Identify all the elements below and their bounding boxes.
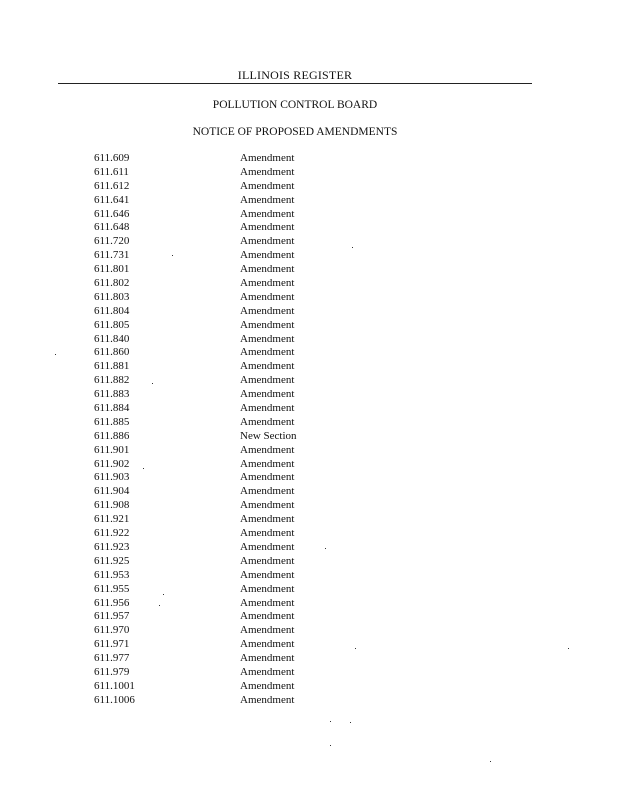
section-row xyxy=(94,638,354,652)
section-number: 611.646 xyxy=(94,207,130,220)
section-number: 611.922 xyxy=(94,527,130,540)
section-action: Amendment xyxy=(240,485,295,498)
section-number: 611.804 xyxy=(94,304,130,317)
section-number: 611.801 xyxy=(94,263,130,276)
section-number: 611.979 xyxy=(94,665,130,678)
section-action: Amendment xyxy=(240,457,295,470)
section-number: 611.884 xyxy=(94,402,130,415)
section-action: Amendment xyxy=(240,290,295,303)
scan-speck xyxy=(355,648,356,649)
section-action: Amendment xyxy=(240,540,295,553)
section-number: 611.902 xyxy=(94,457,130,470)
section-row xyxy=(94,569,354,583)
section-number: 611.971 xyxy=(94,638,130,651)
section-action: Amendment xyxy=(240,165,295,178)
section-number: 611.803 xyxy=(94,290,130,303)
section-action: Amendment xyxy=(240,304,295,317)
section-row xyxy=(94,527,354,541)
section-number: 611.840 xyxy=(94,332,130,345)
section-action: Amendment xyxy=(240,193,295,206)
section-number: 611.612 xyxy=(94,179,130,192)
notice-title: NOTICE OF PROPOSED AMENDMENTS xyxy=(192,126,398,138)
section-row xyxy=(94,458,354,472)
section-action: Amendment xyxy=(240,471,295,484)
section-action: Amendment xyxy=(240,499,295,512)
section-row xyxy=(94,208,354,222)
scan-speck xyxy=(325,548,326,549)
section-row xyxy=(94,235,354,249)
section-row xyxy=(94,152,354,166)
section-action: Amendment xyxy=(240,360,295,373)
section-number: 611.882 xyxy=(94,374,130,387)
section-number: 611.1006 xyxy=(94,693,135,706)
section-row xyxy=(94,430,354,444)
section-row xyxy=(94,291,354,305)
section-action: New Section xyxy=(240,429,297,442)
section-row xyxy=(94,624,354,638)
section-row xyxy=(94,583,354,597)
section-action: Amendment xyxy=(240,235,295,248)
section-action: Amendment xyxy=(240,332,295,345)
scan-speck xyxy=(350,722,351,723)
section-action: Amendment xyxy=(240,568,295,581)
section-row xyxy=(94,402,354,416)
scan-speck xyxy=(568,648,569,649)
section-number: 611.956 xyxy=(94,596,130,609)
section-row xyxy=(94,485,354,499)
section-number: 611.1001 xyxy=(94,679,135,692)
section-number: 611.957 xyxy=(94,610,130,623)
section-action: Amendment xyxy=(240,582,295,595)
section-action: Amendment xyxy=(240,554,295,567)
section-number: 611.923 xyxy=(94,540,130,553)
section-action: Amendment xyxy=(240,693,295,706)
section-number: 611.904 xyxy=(94,485,130,498)
section-row xyxy=(94,388,354,402)
section-number: 611.977 xyxy=(94,652,130,665)
section-number: 611.903 xyxy=(94,471,130,484)
section-number: 611.611 xyxy=(94,165,129,178)
section-row xyxy=(94,346,354,360)
section-action: Amendment xyxy=(240,207,295,220)
section-row xyxy=(94,277,354,291)
section-action: Amendment xyxy=(240,665,295,678)
section-action: Amendment xyxy=(240,638,295,651)
section-row xyxy=(94,374,354,388)
section-action: Amendment xyxy=(240,443,295,456)
section-action: Amendment xyxy=(240,277,295,290)
section-row xyxy=(94,305,354,319)
section-number: 611.802 xyxy=(94,277,130,290)
section-action: Amendment xyxy=(240,513,295,526)
section-row xyxy=(94,694,354,708)
register-title: ILLINOIS REGISTER xyxy=(237,68,353,82)
section-action: Amendment xyxy=(240,388,295,401)
section-row xyxy=(94,360,354,374)
scan-speck xyxy=(163,594,164,595)
section-row xyxy=(94,471,354,485)
section-row xyxy=(94,319,354,333)
scan-speck xyxy=(159,605,160,606)
section-action: Amendment xyxy=(240,152,295,164)
section-row xyxy=(94,444,354,458)
section-number: 611.881 xyxy=(94,360,130,373)
section-number: 611.908 xyxy=(94,499,130,512)
scan-speck xyxy=(172,255,173,256)
section-row xyxy=(94,249,354,263)
section-number: 611.805 xyxy=(94,318,130,331)
header-rule xyxy=(58,83,532,84)
section-action: Amendment xyxy=(240,652,295,665)
section-row xyxy=(94,513,354,527)
section-row xyxy=(94,499,354,513)
section-row xyxy=(94,597,354,611)
section-row xyxy=(94,180,354,194)
section-row xyxy=(94,166,354,180)
section-action: Amendment xyxy=(240,221,295,234)
section-action: Amendment xyxy=(240,624,295,637)
section-row xyxy=(94,652,354,666)
section-row xyxy=(94,416,354,430)
section-row xyxy=(94,263,354,277)
scan-speck xyxy=(352,247,353,248)
section-number: 611.720 xyxy=(94,235,130,248)
scan-speck xyxy=(330,745,331,746)
section-number: 611.886 xyxy=(94,429,130,442)
section-action: Amendment xyxy=(240,374,295,387)
section-row xyxy=(94,680,354,694)
section-number: 611.641 xyxy=(94,193,130,206)
scan-speck xyxy=(152,383,153,384)
section-number: 611.731 xyxy=(94,249,130,262)
section-action: Amendment xyxy=(240,263,295,276)
section-number: 611.885 xyxy=(94,415,130,428)
section-row xyxy=(94,333,354,347)
section-action: Amendment xyxy=(240,249,295,262)
section-action: Amendment xyxy=(240,179,295,192)
scan-speck xyxy=(143,468,144,469)
section-action: Amendment xyxy=(240,415,295,428)
section-number: 611.860 xyxy=(94,346,130,359)
scan-speck xyxy=(490,761,491,762)
section-list xyxy=(94,152,354,708)
section-action: Amendment xyxy=(240,346,295,359)
agency-name: POLLUTION CONTROL BOARD xyxy=(212,99,378,111)
section-number: 611.955 xyxy=(94,582,130,595)
section-row xyxy=(94,555,354,569)
scan-speck xyxy=(55,354,56,355)
section-action: Amendment xyxy=(240,610,295,623)
section-number: 611.648 xyxy=(94,221,130,234)
section-action: Amendment xyxy=(240,402,295,415)
section-number: 611.901 xyxy=(94,443,130,456)
section-row xyxy=(94,541,354,555)
section-number: 611.953 xyxy=(94,568,130,581)
section-row xyxy=(94,221,354,235)
section-row xyxy=(94,610,354,624)
section-number: 611.883 xyxy=(94,388,130,401)
section-number: 611.921 xyxy=(94,513,130,526)
section-action: Amendment xyxy=(240,596,295,609)
section-action: Amendment xyxy=(240,679,295,692)
scan-speck xyxy=(330,721,331,722)
section-number: 611.609 xyxy=(94,152,130,164)
section-number: 611.970 xyxy=(94,624,130,637)
section-action: Amendment xyxy=(240,527,295,540)
section-row xyxy=(94,666,354,680)
section-action: Amendment xyxy=(240,318,295,331)
section-row xyxy=(94,194,354,208)
section-number: 611.925 xyxy=(94,554,130,567)
